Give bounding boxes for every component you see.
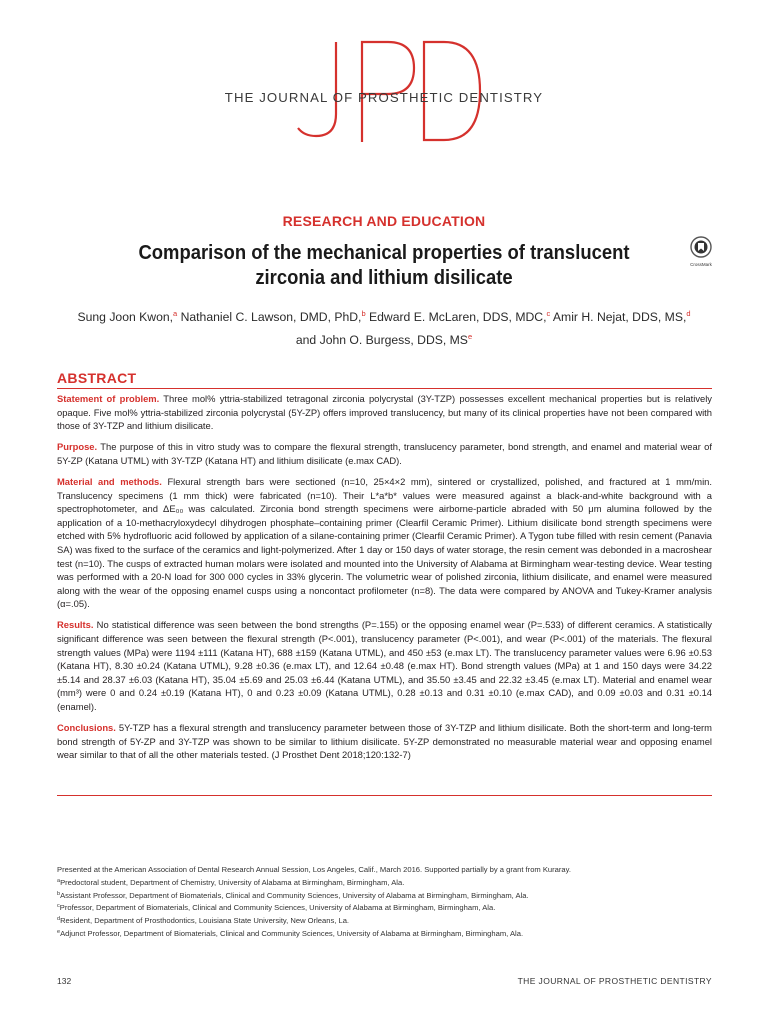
footnote-e-mark: e — [57, 928, 61, 935]
crossmark-icon — [690, 236, 712, 258]
abstract-bottom-rule — [57, 795, 712, 796]
footnote-a-mark: a — [57, 877, 61, 884]
page-number: 132 — [57, 976, 72, 986]
abstract-body — [57, 392, 712, 769]
author-4: Amir H. Nejat, DDS, MS, — [550, 310, 687, 324]
crossmark-label: CrossMark — [690, 262, 712, 267]
footnote-c-text: Professor, Department of Biomaterials, Clinical and Community Sciences, University of Alabama at Birmingham, Birmingham, Ala. — [59, 903, 496, 913]
footnotes — [57, 864, 712, 940]
footnote-e-text: Adjunct Professor, Department of Biomaterials, Clinical and Community Sciences, University of Alabama at Birmingham, Birmingham, Ala. — [60, 928, 524, 938]
results-label: Results. — [57, 619, 94, 631]
author-2: Nathaniel C. Lawson, DMD, PhD, — [177, 310, 362, 324]
footnote-b-mark: b — [57, 890, 61, 897]
masthead — [0, 36, 768, 146]
author-line-1 — [40, 304, 728, 327]
footnote-d — [57, 914, 712, 927]
conclusions-label: Conclusions. — [57, 722, 116, 734]
author-3: Edward E. McLaren, DDS, MDC, — [365, 310, 547, 324]
methods-text: Flexural strength bars were sectioned (n=10, 25×4×2 mm), sintered or crystallized, polished, and fractured at 1 mm/min. Translucency specimens (1 mm thick) were fabricated (n=10). Their L*a*b* values were measured against a black-and-white background with a spectrophotometer, and ΔE₀₀ was calculated. Zirconia bond strength specimens were airborne-particle abraded with 50 μm alumina followed by the application of a 10-methacryloxydecyl dihydrogen phosphate–containing primer (Clearfil Ceramic Primer). Lithium disilicate bond strength specimens were etched with 5% hydrofluoric acid followed by application of a silane-containing primer (Clearfil Ceramic Primer). A Tygon tube filled with resin cement (Panavia SA) was fixed to the surface of the ceramics and light-polymerized. After 1 day or 150 days of water storage, the resin cement was debonded in a macroshear test (n=10). The cusps of extracted human molars were isolated and mounted into the University of Alabama at Birmingham wear-testing device. Wear testing was performed with a 20-N load for 300 000 cycles in 33% glycerin. The volumetric wear of polished zirconia, lithium disilicate, and enamel were measured along with the wear of the opposing enamel cusps using a noncontact profilometer (n=8). The data were compared by ANOVA and Tukey-Kramer analysis (α=.05). — [57, 475, 712, 610]
abstract-results — [57, 618, 712, 713]
methods-label: Material and methods. — [57, 475, 162, 487]
conclusions-text: 5Y-TZP has a flexural strength and translucency parameter between those of 3Y-TZP and lithium disilicate. Both the short-term and long-term bond strength of 5Y-ZP and 3Y-TZP was shown to be similar to lithium disilicate. 5Y-ZP demonstrated no measurable material wear and opposing enamel wear similar to that of all the other materials tested. (J Prosthet Dent 2018;120:132-7) — [57, 722, 712, 761]
author-2-affil[interactable]: b — [361, 309, 366, 318]
running-footer: THE JOURNAL OF PROSTHETIC DENTISTRY — [517, 976, 712, 986]
title-line-1: Comparison of the mechanical properties of translucent — [138, 241, 630, 264]
author-5: and John O. Burgess, DDS, MS — [295, 333, 468, 347]
abstract-methods — [57, 475, 712, 611]
footnote-d-text: Resident, Department of Prosthodontics, Louisiana State University, New Orleans, La. — [60, 916, 350, 926]
problem-text: Three mol% yttria-stabilized tetragonal zirconia polycrystal (3Y-TZP) possesses excellent mechanical properties but is relatively opaque. Five mol% yttria-stabilized zirconia polycrystal (5Y-ZP) offers improved translucency, but many of its clinical properties have not been compared with those of 3Y-TZP and lithium disilicate. — [57, 393, 712, 432]
footnote-d-mark: d — [57, 916, 61, 923]
section-label: RESEARCH AND EDUCATION — [282, 213, 486, 229]
footnote-c-mark: c — [57, 903, 60, 910]
footnote-a — [57, 876, 712, 889]
author-4-affil[interactable]: d — [686, 309, 691, 318]
footnote-a-text: Predoctoral student, Department of Chemistry, University of Alabama at Birmingham, Birmingham, Ala. — [60, 877, 405, 887]
title-line-2: zirconia and lithium disilicate — [255, 266, 513, 289]
footnote-c — [57, 901, 712, 914]
purpose-text: The purpose of this in vitro study was to compare the flexural strength, translucency parameter, bond strength, and enamel and material wear of 5Y-ZP (Katana UTML) with 3Y-TZP (Katana HT) and lithium disilicate (e.max CAD). — [57, 441, 712, 466]
footnote-b-text: Assistant Professor, Department of Biomaterials, Clinical and Community Sciences, University of Alabama at Birmingham, Birmingham, Ala. — [60, 890, 529, 900]
crossmark-badge[interactable] — [688, 236, 714, 266]
footnote-e — [57, 927, 712, 940]
author-3-affil[interactable]: c — [546, 309, 551, 318]
article-title — [128, 240, 639, 290]
abstract-purpose — [57, 440, 712, 467]
abstract-problem — [57, 392, 712, 433]
footnote-presented: Presented at the American Association of Dental Research Annual Session, Los Angeles, Calif., March 2016. Supported partially by a grant from Kuraray. — [57, 865, 571, 874]
abstract-top-rule — [57, 388, 712, 389]
footnote-b — [57, 889, 712, 902]
abstract-heading: ABSTRACT — [57, 370, 137, 386]
author-list — [40, 304, 728, 350]
results-text: No statistical difference was seen between the bond strengths (P=.155) or the opposing enamel wear (P=.533) of different ceramics. A statistically significant difference was seen between the flexural strength (P<.001), translucency parameter (P<.001), and wear (P<.001) of the materials. The flexural strength values (MPa) were 1194 ±111 (Katana HT), 688 ±159 (Katana UTML), and 450 ±53 (e.max LT). The translucency parameter values were 6.96 ±0.53 (Katana HT), 8.30 ±0.24 (Katana UTML), 9.28 ±0.36 (e.max LT), and 12.64 ±0.48 (e.max HT). Bond strength values (MPa) at 1 and 150 days were 34.22 ±5.14 and 28.37 ±6.03 (Katana HT), 35.04 ±5.69 and 25.03 ±6.44 (Katana UTML), and 35.50 ±3.45 and 22.32 ±3.45 (e.max LT). Material and enamel wear (mm³) were 0 and 0.24 ±0.19 (Katana HT), 0 and 0.23 ±0.09 (Katana UTML), 0.28 ±0.13 and 0.31 ±0.10 (e.max CAD), and 0.09 ±0.03 and 0.31 ±0.14 (enamel). — [57, 619, 712, 712]
author-1: Sung Joon Kwon, — [77, 310, 174, 324]
author-5-affil[interactable]: e — [467, 332, 473, 341]
problem-label: Statement of problem. — [57, 393, 160, 404]
abstract-conclusions — [57, 721, 712, 762]
journal-name: THE JOURNAL OF PROSTHETIC DENTISTRY — [224, 90, 544, 105]
purpose-label: Purpose. — [57, 441, 98, 453]
author-line-2 — [40, 327, 728, 350]
author-1-affil[interactable]: a — [173, 309, 178, 318]
